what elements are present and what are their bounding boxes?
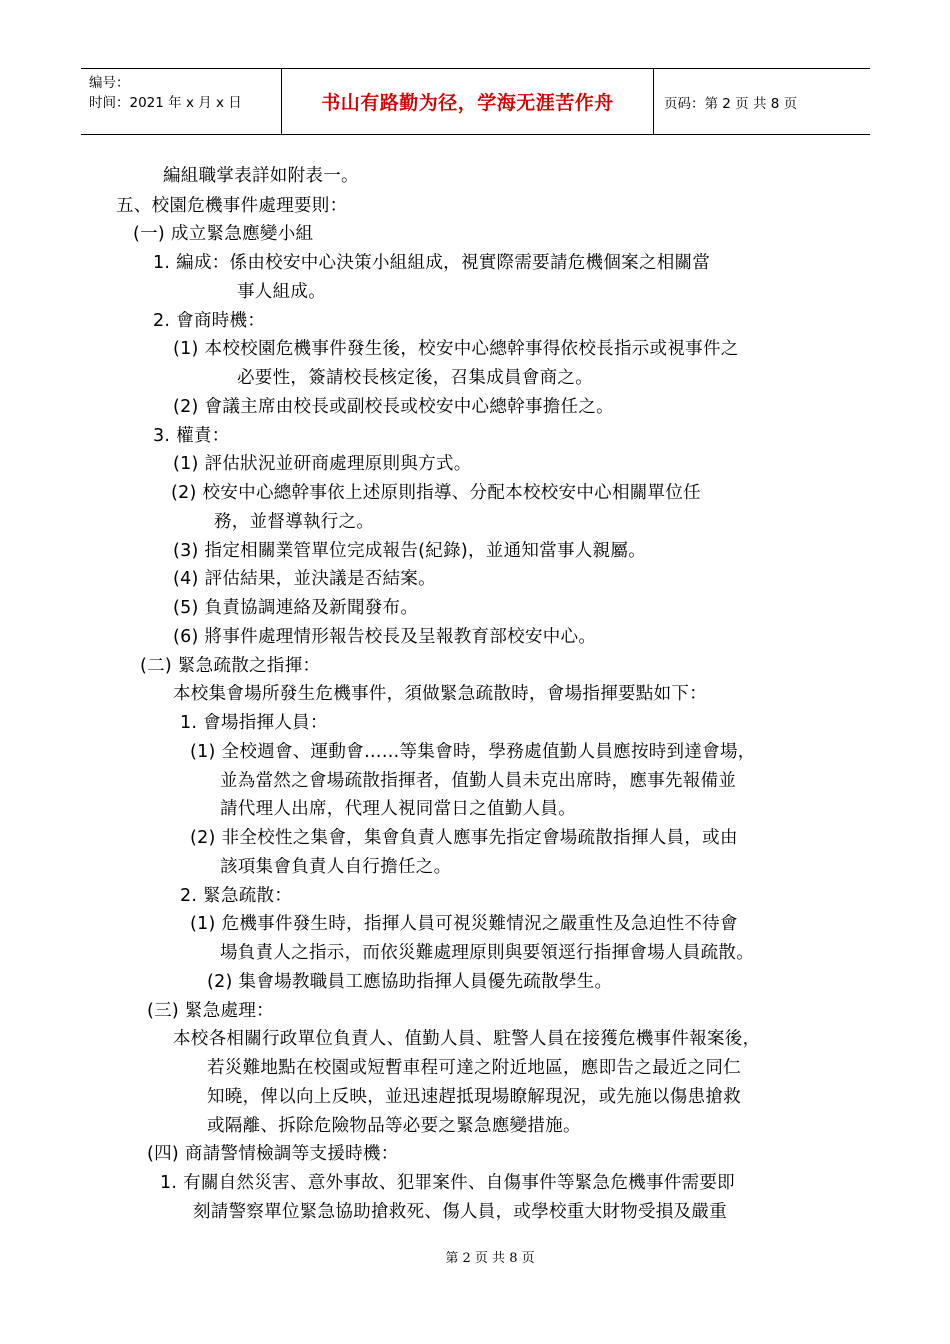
subsection-heading: (四) 商請警情檢調等支援時機： [147, 1144, 399, 1164]
section-heading: 五、校園危機事件處理要則： [116, 196, 348, 216]
body-line: 本校各相關行政單位負責人、值勤人員、駐警人員在接獲危機事件報案後， [173, 1029, 761, 1049]
body-line: 必要性，簽請校長核定後，召集成員會商之。 [237, 368, 593, 388]
body-line: (2) 集會場教職員工應協助指揮人員優先疏散學生。 [207, 972, 613, 992]
page-footer: 第 2 页 共 8 页 [445, 1251, 535, 1266]
body-line: 刻請警察單位緊急協助搶救死、傷人員，或學校重大財物受損及嚴重 [193, 1202, 727, 1222]
body-line: (1) 全校週會、運動會……等集會時，學務處值勤人員應按時到達會場， [190, 742, 756, 762]
body-line: (5) 負責協調連絡及新聞發布。 [173, 598, 419, 618]
body-line: 2. 會商時機： [153, 311, 266, 331]
subsection-heading: (二) 緊急疏散之指揮： [140, 656, 321, 676]
body-line: (2) 校安中心總幹事依上述原則指導、分配本校校安中心相關單位任 [171, 483, 701, 503]
body-line: (1) 本校校園危機事件發生後，校安中心總幹事得依校長指示或視事件之 [173, 339, 739, 359]
body-line: 並為當然之會場疏散指揮者，值勤人員未克出席時，應事先報備並 [220, 771, 737, 791]
document-number-label: 编号： [89, 75, 130, 91]
body-line: (6) 將事件處理情形報告校長及呈報教育部校安中心。 [173, 627, 597, 647]
header-motto: 书山有路勤为径，学海无涯苦作舟 [282, 69, 654, 134]
body-line: 務，並督導執行之。 [214, 512, 375, 532]
header-meta-cell [81, 69, 282, 134]
body-line: (1) 危機事件發生時，指揮人員可視災難情況之嚴重性及急迫性不待會 [190, 914, 738, 934]
body-line: (2) 非全校性之集會，集會負責人應事先指定會場疏散指揮人員，或由 [190, 828, 738, 848]
body-line: 1. 會場指揮人員： [180, 713, 328, 733]
body-line: (4) 評估結果，並決議是否結案。 [173, 569, 436, 589]
page-header [81, 68, 870, 135]
body-line: (2) 會議主席由校長或副校長或校安中心總幹事擔任之。 [173, 397, 614, 417]
body-line: (1) 評估狀況並研商處理原則與方式。 [173, 454, 472, 474]
body-line: 請代理人出席，代理人視同當日之值勤人員。 [220, 799, 576, 819]
body-line: 1. 編成：係由校安中心決策小組組成，視實際需要請危機個案之相關當 [153, 253, 711, 273]
body-line: 1. 有關自然災害、意外事故、犯罪案件、自傷事件等緊急危機事件需要即 [160, 1173, 735, 1193]
body-line: 編組職掌表詳如附表一。 [163, 166, 359, 186]
subsection-heading: (一) 成立緊急應變小組 [133, 224, 314, 244]
document-date-label: 时间：2021 年 x 月 x 日 [89, 95, 242, 111]
header-page-indicator: 页码：第 2 页 共 8 页 [664, 95, 798, 112]
subsection-heading: (三) 緊急處理： [147, 1001, 274, 1021]
body-line: 或隔離、拆除危險物品等必要之緊急應變措施。 [207, 1116, 581, 1136]
body-line: 該項集會負責人自行擔任之。 [220, 857, 452, 877]
body-line: (3) 指定相關業管單位完成報告(紀錄)，並通知當事人親屬。 [173, 541, 647, 561]
body-line: 事人組成。 [237, 282, 326, 302]
body-line: 場負責人之指示，而依災難處理原則與要領逕行指揮會場人員疏散。 [220, 943, 754, 963]
body-line: 3. 權責： [153, 426, 230, 446]
body-line: 知曉，俾以向上反映，並迅速趕抵現場瞭解現況，或先施以傷患搶救 [207, 1087, 741, 1107]
body-line: 2. 緊急疏散： [180, 886, 293, 906]
body-line: 若災難地點在校園或短暫車程可達之附近地區，應即告之最近之同仁 [207, 1058, 741, 1078]
body-line: 本校集會場所發生危機事件，須做緊急疏散時，會場指揮要點如下： [173, 684, 707, 704]
